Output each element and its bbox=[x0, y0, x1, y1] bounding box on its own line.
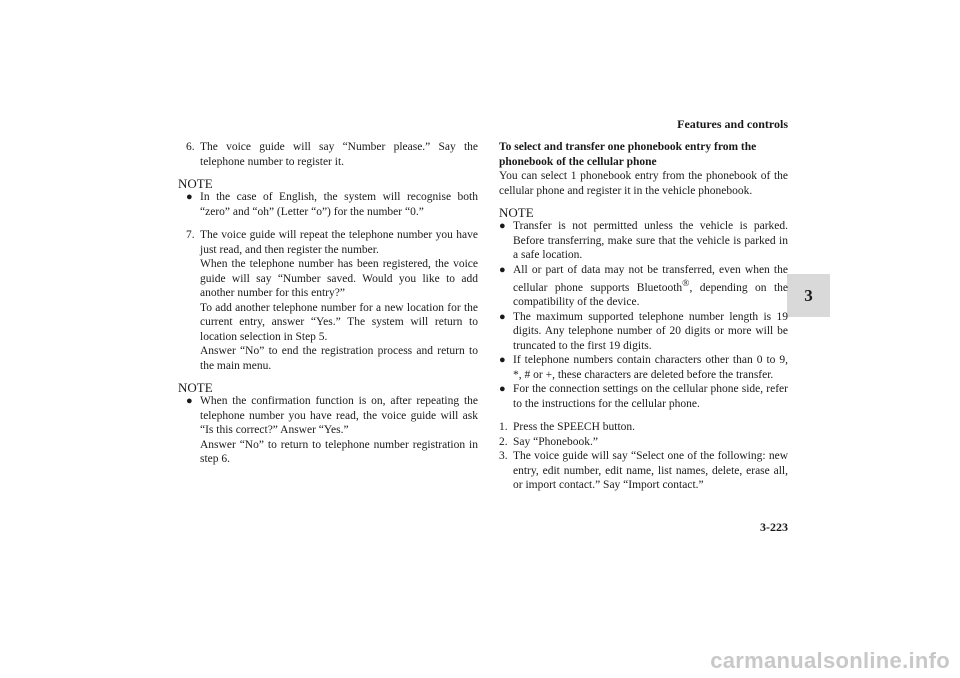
section-title: Features and controls bbox=[677, 117, 788, 131]
bullet-text: If telephone numbers contain characters other than 0 to 9, *, # or +, these characters are deleted before the transfer. bbox=[513, 354, 788, 381]
step-6 bbox=[186, 140, 478, 169]
step-7 bbox=[186, 228, 478, 373]
bullet-text: In the case of English, the system will recognise both “zero” and “oh” (Letter “o”) for the number “0.” bbox=[200, 191, 478, 218]
note-bullet bbox=[499, 219, 788, 263]
bullet-icon: ● bbox=[186, 395, 193, 407]
step-text: Say “Phonebook.” bbox=[513, 435, 598, 448]
step-3 bbox=[499, 449, 788, 493]
bullet-icon: ● bbox=[499, 354, 506, 367]
section-heading: To select and transfer one phonebook entry from the phonebook of the cellular phone bbox=[499, 141, 757, 168]
note-label: NOTE bbox=[178, 176, 213, 191]
note-bullet bbox=[499, 353, 788, 382]
bullet-icon: ● bbox=[499, 220, 506, 232]
note-label: NOTE bbox=[178, 380, 213, 395]
note-bullet bbox=[499, 382, 788, 411]
watermark: carmanualsonline.info bbox=[710, 648, 950, 673]
bullet-line: When the confirmation function is on, after repeating the telephone number you have read, the voice guide will ask “Is this correct?” Answer “Yes.” bbox=[200, 395, 478, 436]
step-line: To add another telephone number for a new location for the current entry, answer “Yes.” The system will return to location selection in Step 5. bbox=[200, 301, 478, 343]
step-number: 1. bbox=[499, 421, 508, 434]
bullet-icon: ● bbox=[499, 310, 506, 323]
page-number: 3-223 bbox=[760, 520, 788, 534]
step-number: 7. bbox=[186, 229, 195, 241]
note-bullet bbox=[186, 394, 478, 467]
note-bullet bbox=[499, 310, 788, 354]
left-column bbox=[178, 140, 478, 467]
bullet-icon: ● bbox=[499, 263, 506, 276]
bullet-text-part: , depending on the compatibility of the device. bbox=[513, 281, 788, 309]
bullet-text-part: All or part of data may not be transferred, even when the cellular phone supports Bluetooth bbox=[513, 263, 788, 294]
step-line: Answer “No” to end the registration process and return to the main menu. bbox=[200, 345, 478, 372]
note-label: NOTE bbox=[499, 205, 534, 220]
registered-mark: ® bbox=[682, 278, 690, 289]
chapter-tab: 3 bbox=[787, 274, 830, 317]
step-2 bbox=[499, 435, 788, 450]
bullet-text bbox=[200, 394, 478, 467]
note-bullet bbox=[186, 190, 478, 219]
step-text bbox=[200, 228, 478, 373]
bullet-icon: ● bbox=[186, 191, 193, 203]
bullet-text bbox=[513, 263, 788, 310]
step-text: Press the SPEECH button. bbox=[513, 421, 636, 434]
step-text: The voice guide will say “Select one of the following: new entry, edit number, edit name, list names, delete, erase all, or import contact.” Say “Import contact.” bbox=[513, 450, 788, 492]
step-text: The voice guide will say “Number please.” Say the telephone number to register it. bbox=[200, 141, 478, 168]
bullet-text: Transfer is not permitted unless the vehicle is parked. Before transferring, make sure that the vehicle is parked in a safe location. bbox=[513, 220, 788, 261]
bullet-line: Answer “No” to return to telephone number registration in step 6. bbox=[200, 438, 478, 465]
bullet-icon: ● bbox=[499, 383, 506, 396]
note-bullet bbox=[499, 263, 788, 310]
intro-text: You can select 1 phonebook entry from the phonebook of the cellular phone and register it in the vehicle phonebook. bbox=[499, 170, 788, 197]
bullet-text: For the connection settings on the cellular phone side, refer to the instructions for the cellular phone. bbox=[513, 383, 788, 410]
step-number: 6. bbox=[186, 141, 195, 153]
right-column bbox=[499, 140, 788, 493]
step-line: The voice guide will repeat the telephone number you have just read, and then register the number. bbox=[200, 229, 478, 256]
step-number: 3. bbox=[499, 450, 508, 463]
step-1 bbox=[499, 420, 788, 435]
step-line: When the telephone number has been registered, the voice guide will say “Number saved. Would you like to add another number for this entry?” bbox=[200, 258, 478, 299]
bullet-text: The maximum supported telephone number length is 19 digits. Any telephone number of 20 digits or more will be truncated to the first 19 digits. bbox=[513, 310, 788, 352]
step-number: 2. bbox=[499, 435, 508, 448]
